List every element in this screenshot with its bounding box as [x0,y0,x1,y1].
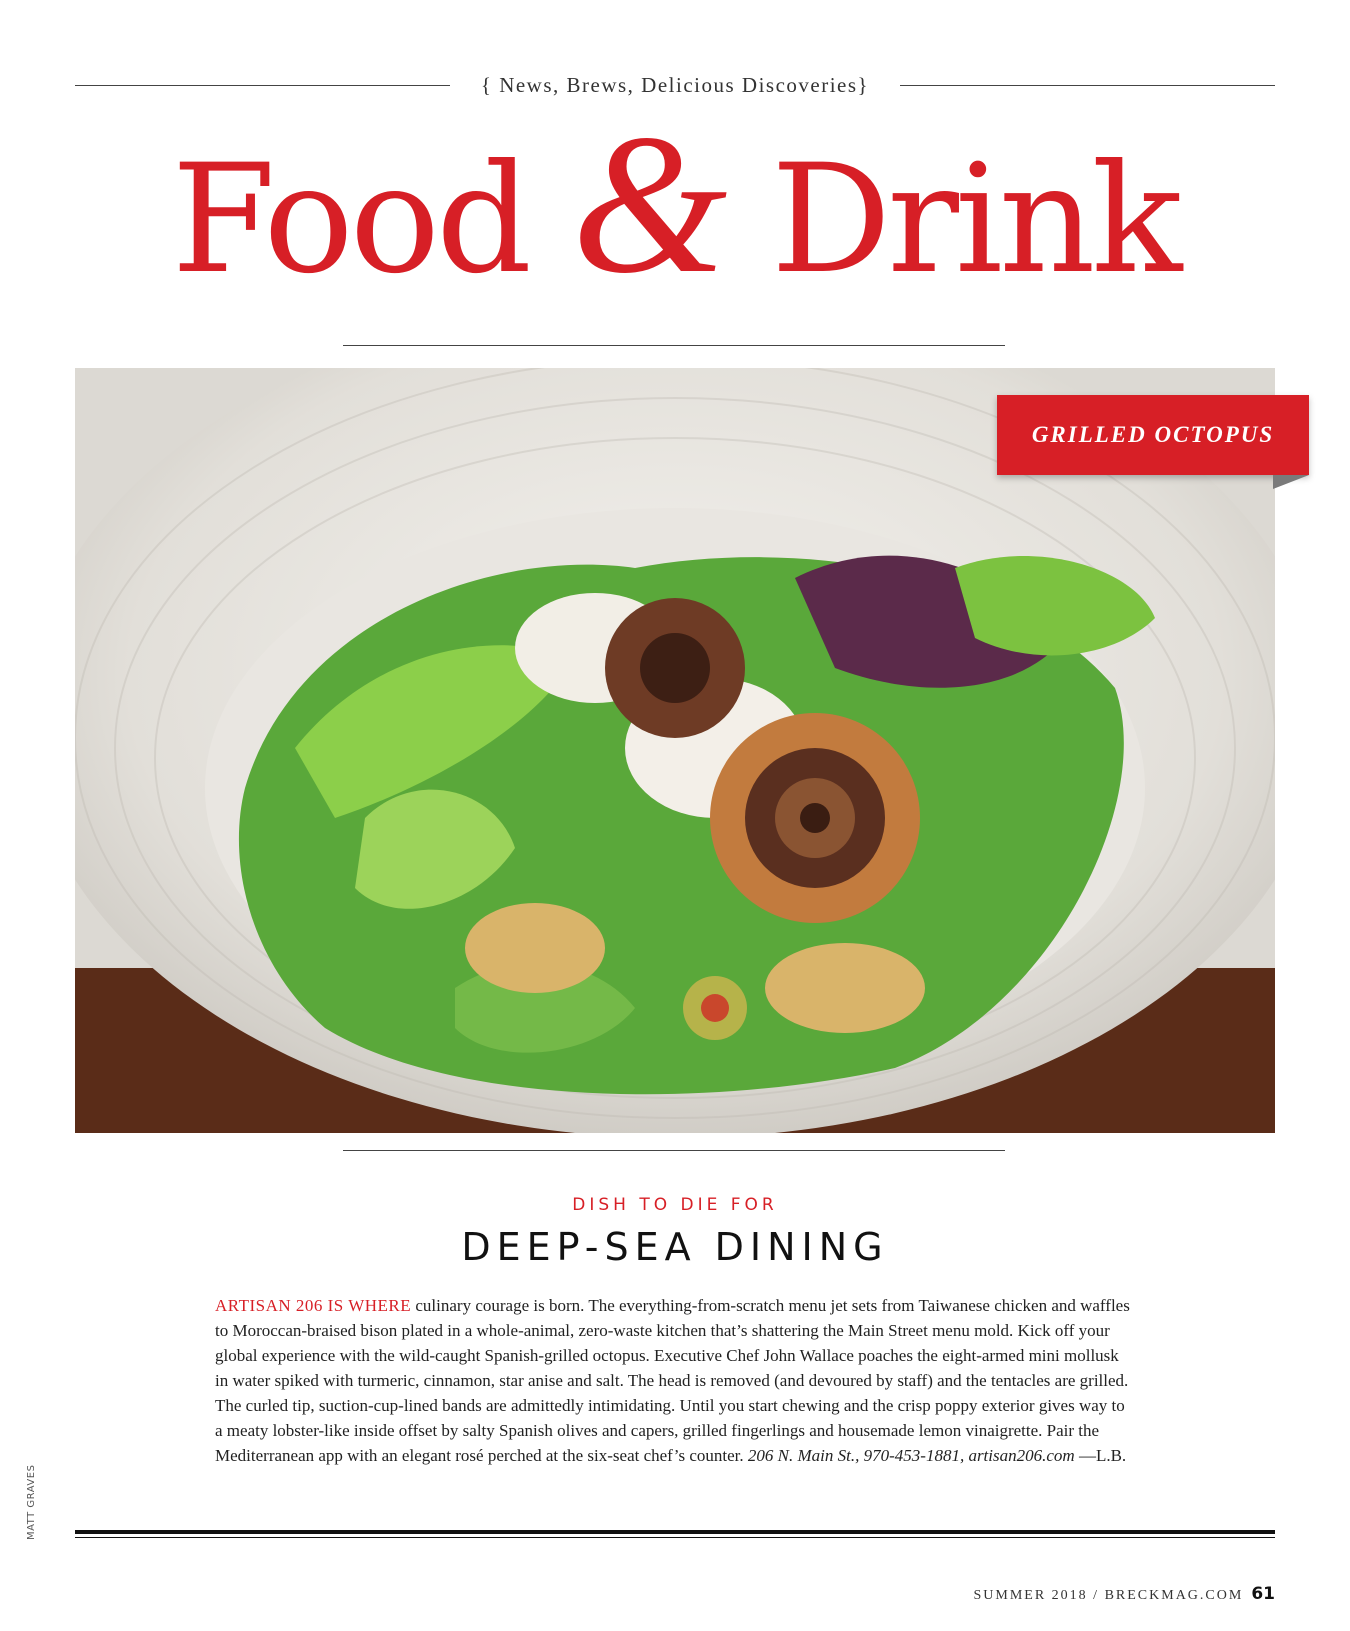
page-footer [974,1584,1276,1604]
masthead-title [0,94,1350,320]
masthead-ampersand: & [571,94,728,315]
masthead-word-drink: Drink [771,133,1179,307]
footer-issue: SUMMER 2018 / BRECKMAG.COM [973,1588,1244,1603]
article-lead-in: ARTISAN 206 IS WHERE [215,1296,412,1315]
article-body-text: culinary courage is born. The everything-from-scratch menu jet sets from Taiwanese chicken and waffles to Moroccan-braised bison plated in a whole-animal, zero-waste kitchen that’s shattering the Main Street menu mold. Kick off your global experience with the wild-caught Spanish-grilled octopus. Executive Chef John Wallace poaches the eight-armed mini mollusk in water spiked with turmeric, cinnamon, star anise and salt. The head is removed (and devoured by staff) and the tentacles are grilled. The curled tip, suction-cup-lined bands are admittedly intimidating. Until you start chewing and the crisp poppy exterior gives way to a meaty lobster-like inside offset by salty Spanish olives and capers, grilled fingerlings and housemade lemon vinaigrette. Pair the Mediterranean app with an elegant rosé perched at the six-seat chef’s counter. [215,1296,1130,1465]
article-body [215,1293,1135,1468]
page-number: 61 [1251,1584,1275,1604]
article-byline: —L.B. [1074,1446,1127,1465]
section-kicker-top: { News, Brews, Delicious Discoveries} [480,73,870,97]
footer-rule-thick [75,1530,1275,1534]
octopus-salad-illustration [75,368,1275,1133]
photo-credit-container [26,1420,40,1540]
article-address: 206 N. Main St., 970-453-1881, artisan206.com [747,1446,1075,1465]
article-headline: DEEP-SEA DINING [461,1225,889,1269]
photo-rule [343,1150,1005,1151]
footer-rule-thin [75,1537,1275,1538]
article-section-label: DISH TO DIE FOR [572,1195,778,1215]
tag-fold-shadow [1273,475,1309,489]
photo-tag-banner: GRILLED OCTOPUS [997,395,1309,475]
masthead-word-food: Food [171,133,529,307]
dish-photo [75,368,1275,1133]
kicker-rule-right [900,85,1275,86]
masthead-rule [343,345,1005,346]
photo-credit: MATT GRAVES [26,1464,37,1540]
